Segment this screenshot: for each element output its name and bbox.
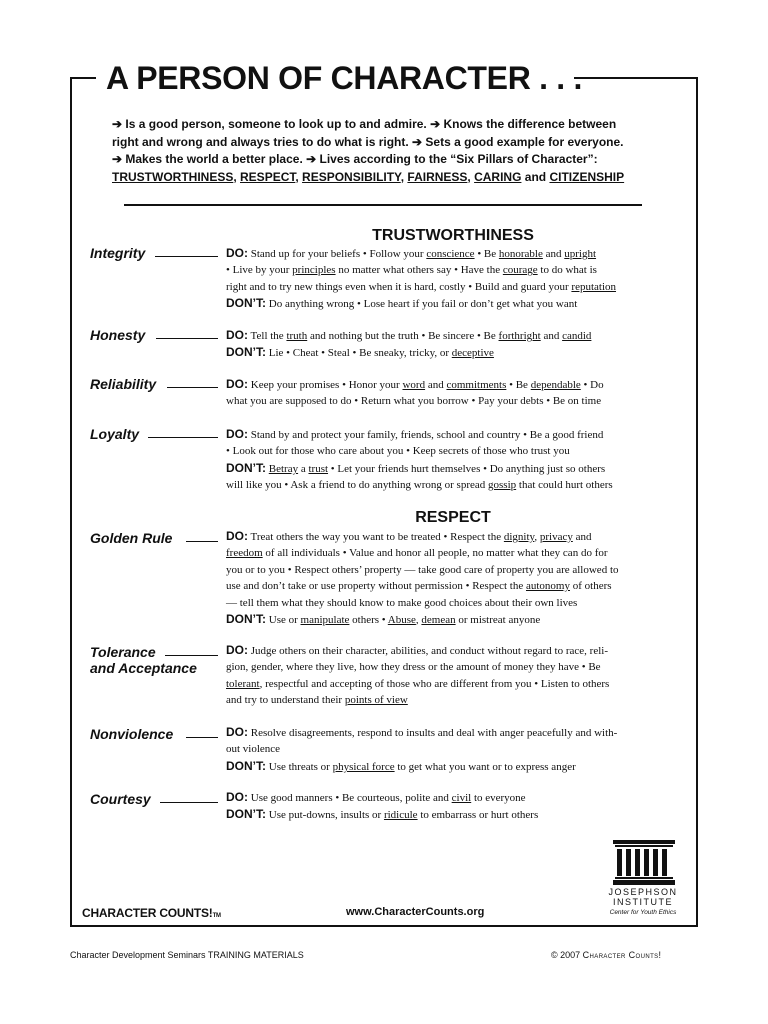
trait-line [226, 393, 686, 409]
underlined-term: autonomy [525, 580, 570, 593]
trait-line [226, 692, 686, 708]
keyword: DO: [226, 377, 248, 391]
underlined-term: dignity [503, 531, 535, 543]
trait-line [226, 642, 686, 659]
trait-label-golden-rule [90, 530, 172, 546]
underlined-term: reputation [571, 280, 617, 293]
trait-leader-line [186, 737, 218, 738]
text-run: right and to try new things even when it is hard, costly • Build and guard your [226, 280, 572, 293]
text-run: and try to understand their [226, 694, 345, 707]
trait-line [226, 545, 686, 561]
trait-label-text: Golden Rule [90, 530, 173, 546]
trait-line [226, 262, 686, 278]
trait-label-courtesy [90, 791, 151, 807]
keyword: DO: [226, 643, 248, 657]
underlined-term: Abuse [387, 614, 416, 627]
text-run: what you are supposed to do • Return what you borrow • Pay your debts • Be on time [226, 395, 602, 408]
footer-copyright [551, 950, 661, 960]
footer-training-materials: Character Development Seminars TRAINING MATERIALS [70, 950, 304, 960]
underlined-term: civil [451, 792, 472, 804]
trait-label-text: Loyalty [90, 426, 140, 442]
underlined-term: courage [502, 264, 538, 277]
trait-line [226, 279, 686, 295]
text-run: a [298, 462, 309, 475]
underlined-term: RESPONSIBILITY [302, 169, 401, 184]
trait-leader-line [167, 387, 218, 388]
trait-line [226, 758, 686, 775]
trait-line [226, 426, 686, 443]
trait-line [226, 578, 686, 594]
text-run: Treat others the way you want to be treated • Respect the [248, 531, 504, 543]
text-run: Use threats or [266, 760, 333, 773]
text-run: out violence [226, 743, 281, 756]
trait-label-honesty [90, 327, 145, 343]
trait-line [226, 344, 686, 361]
text-run: or mistreat anyone [455, 614, 541, 627]
text-run: to get what you want or to express anger [394, 760, 576, 773]
trait-leader-line [155, 256, 218, 257]
trait-label-text: Honesty [90, 327, 146, 343]
text-run: use and don’t take or use property without permission • Respect the [226, 580, 526, 593]
trait-line [226, 562, 686, 578]
underlined-term: physical force [332, 760, 395, 773]
keyword: DO: [226, 328, 248, 342]
keyword: DON’T: [226, 758, 266, 773]
trait-body-integrity [226, 245, 686, 313]
text-run: and [425, 379, 447, 391]
intro-divider [124, 204, 642, 206]
keyword: DO: [226, 427, 248, 441]
keyword: DO: [226, 529, 248, 543]
underlined-term: ridicule [383, 809, 418, 822]
text-run: , [534, 531, 540, 543]
trait-leader-line [160, 802, 218, 803]
text-run: , [295, 169, 303, 184]
website-url: www.CharacterCounts.org [346, 906, 485, 918]
trait-leader-line [156, 338, 218, 339]
text-run: Stand up for your beliefs • Follow your [248, 248, 427, 260]
trait-line [226, 295, 686, 312]
trait-body-golden-rule [226, 528, 686, 628]
underlined-term: CARING [474, 169, 522, 184]
text-run: and [572, 531, 592, 543]
intro-line [112, 169, 672, 187]
intro-paragraph [112, 116, 672, 186]
trait-label-text: Tolerance [90, 644, 156, 660]
text-run: , [400, 169, 408, 184]
section-heading-trustworthiness: TRUSTWORTHINESS [372, 227, 534, 244]
underlined-term: tolerant [226, 677, 260, 690]
text-run: ➔ Is a good person, someone to look up to and admire. ➔ Knows the difference between [112, 117, 617, 131]
keyword: DON’T: [226, 807, 266, 822]
text-run: • Be [474, 248, 499, 260]
text-run: Do anything wrong • Lose heart if you fail or don’t get what you want [266, 298, 578, 311]
underlined-term: demean [421, 614, 456, 627]
intro-line [112, 151, 672, 169]
text-run: Judge others on their character, abilities, and conduct without regard to race, reli- [248, 645, 608, 657]
underlined-term: forthright [498, 330, 541, 342]
trait-label-tolerance [90, 644, 197, 676]
text-run: to embarrass or hurt others [417, 809, 539, 822]
underlined-term: honorable [498, 248, 543, 260]
text-run: Tell the [248, 330, 287, 342]
underlined-term: candid [562, 330, 592, 342]
text-run: Stand by and protect your family, friends, school and country • Be a good friend [248, 429, 604, 441]
keyword: DON’T: [226, 296, 266, 311]
trait-leader-line [186, 541, 218, 542]
text-run: Keep your promises • Honor your [248, 379, 403, 391]
keyword: DO: [226, 790, 248, 804]
text-run: , respectful and accepting of those who are different from you • Listen to others [259, 677, 610, 690]
josephson-pillars-icon [612, 840, 676, 891]
text-run: will like you • Ask a friend to do anything wrong or spread [226, 479, 489, 492]
trait-label-text: Courtesy [90, 791, 151, 807]
trait-body-reliability [226, 376, 686, 410]
josephson-line-1: JOSEPHSON [608, 887, 678, 897]
text-run: , [415, 614, 422, 627]
keyword: DON’T: [226, 460, 266, 475]
character-counts-logo [82, 906, 221, 920]
underlined-term: conscience [426, 248, 475, 260]
trait-label-nonviolence [90, 726, 173, 742]
section-heading-respect: RESPECT [415, 509, 491, 526]
trait-line [226, 789, 686, 806]
trait-line [226, 327, 686, 344]
trait-line [226, 659, 686, 675]
text-run: Use good manners • Be courteous, polite and [248, 792, 452, 804]
text-run: and nothing but the truth • Be sincere • Be [307, 330, 499, 342]
trait-leader-line [148, 437, 218, 438]
text-run: Lie • Cheat • Steal • Be sneaky, tricky, or [266, 347, 452, 360]
trait-label-loyalty [90, 426, 139, 442]
text-run: to do what is [537, 264, 597, 277]
trait-body-courtesy [226, 789, 686, 824]
trait-label-text: Nonviolence [90, 726, 174, 742]
underlined-term: FAIRNESS [407, 169, 468, 184]
trait-label-reliability [90, 376, 156, 392]
trait-line [226, 477, 686, 493]
trait-line [226, 460, 686, 477]
text-run: to everyone [471, 792, 526, 804]
text-run: and [540, 330, 563, 342]
intro-line [112, 134, 672, 152]
text-run: gion, gender, where they live, how they dress or the amount of money they have • Be [226, 661, 601, 674]
underlined-term: truth [286, 330, 308, 342]
text-run: Use put-downs, insults or [266, 809, 384, 822]
page-title: A PERSON OF CHARACTER . . . [106, 60, 583, 96]
trait-line [226, 676, 686, 692]
text-run: ➔ Makes the world a better place. ➔ Lives according to the “Six Pillars of Character”: [112, 152, 598, 166]
trait-line [226, 611, 686, 628]
underlined-term: word [402, 379, 426, 391]
underlined-term: commitments [446, 379, 507, 391]
text-run: • Live by your [226, 264, 293, 277]
trait-body-nonviolence [226, 724, 686, 775]
text-run: Resolve disagreements, respond to insults and deal with anger peacefully and with- [248, 727, 618, 739]
text-run: and [542, 248, 565, 260]
keyword: DO: [226, 246, 248, 260]
text-run: of others [569, 580, 612, 593]
underlined-term: privacy [539, 531, 573, 543]
text-run: • Do [580, 379, 604, 391]
underlined-term: freedom [226, 547, 263, 560]
underlined-term: deceptive [451, 347, 494, 360]
underlined-term: trust [308, 462, 329, 475]
trait-line [226, 443, 686, 459]
copyright-name: Character Counts! [582, 950, 662, 960]
josephson-institute-name [598, 887, 688, 907]
trait-label-integrity [90, 245, 145, 261]
underlined-term: TRUSTWORTHINESS [112, 169, 234, 184]
underlined-term: dependable [530, 379, 581, 391]
underlined-term: principles [292, 264, 336, 277]
text-run: • Be [506, 379, 531, 391]
text-run: and [521, 169, 550, 184]
underlined-term: CITIZENSHIP [549, 169, 625, 184]
trait-body-tolerance [226, 642, 686, 709]
underlined-term: Betray [268, 462, 299, 475]
trait-line [226, 595, 686, 611]
underlined-term: upright [564, 248, 597, 260]
logo-text: CHARACTER COUNTS! [82, 906, 213, 920]
text-run: , [467, 169, 475, 184]
underlined-term: manipulate [300, 614, 350, 627]
underlined-term: RESPECT [240, 169, 296, 184]
trait-label-text: and Acceptance [90, 660, 197, 676]
josephson-line-2: INSTITUTE [613, 897, 673, 907]
text-run: no matter what others say • Have the [335, 264, 503, 277]
trait-label-text: Integrity [90, 245, 146, 261]
text-run: • Look out for those who care about you • Keep secrets of those who trust you [226, 445, 570, 458]
underlined-term: points of view [344, 694, 408, 707]
keyword: DO: [226, 725, 248, 739]
text-run: others • [349, 614, 388, 627]
trait-line [226, 741, 686, 757]
underlined-term: gossip [488, 479, 517, 492]
trait-line [226, 245, 686, 262]
trait-line [226, 376, 686, 393]
trait-leader-line [165, 655, 218, 656]
josephson-subtitle: Center for Youth Ethics [609, 909, 677, 916]
copyright-prefix: © 2007 [551, 950, 583, 960]
text-run: — tell them what they should know to make good choices about their own lives [226, 596, 578, 609]
text-run: Use or [266, 614, 301, 627]
trait-line [226, 806, 686, 823]
keyword: DON’T: [226, 612, 266, 627]
text-run: you or to you • Respect others’ property — take good care of property you are allowed to [226, 563, 619, 576]
text-run: right and wrong and always tries to do what is right. ➔ Sets a good example for everyone. [112, 134, 624, 149]
intro-line [112, 116, 672, 134]
keyword: DON’T: [226, 345, 266, 360]
trait-line [226, 528, 686, 545]
text-run: that could hurt others [516, 479, 613, 492]
trait-body-honesty [226, 327, 686, 362]
text-run: • Let your friends hurt themselves • Do anything just so others [328, 462, 606, 475]
text-run: of all individuals • Value and honor all people, no matter what they can do for [262, 547, 608, 560]
trait-label-text: Reliability [90, 376, 157, 392]
trait-line [226, 724, 686, 741]
trait-body-loyalty [226, 426, 686, 494]
logo-trademark: TM [212, 913, 221, 919]
text-run: , [233, 169, 241, 184]
